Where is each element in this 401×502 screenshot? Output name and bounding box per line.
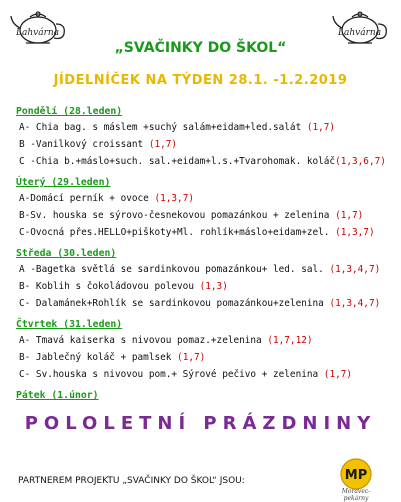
allergen-codes: (1,7) <box>148 139 178 150</box>
menu-item-text: C- Dalamánek+Rohlík se sardinkovou pomazánkou+zelenina <box>19 298 330 309</box>
menu-item-text: A- Tmavá kaiserka s nivovou pomaz.+zelenina <box>19 335 268 346</box>
menu-week-heading: JÍDELNÍČEK NA TÝDEN 28.1. -1.2.2019 <box>53 73 348 88</box>
menu-item <box>16 136 396 153</box>
allergen-codes: (1,3,7) <box>335 227 375 238</box>
logo-wordmark: Lahvárna <box>16 28 60 38</box>
menu-item <box>16 332 396 349</box>
page-title: „SVAČINKY DO ŠKOL“ <box>114 40 287 56</box>
menu-item <box>16 207 396 224</box>
day-heading-thursday: Čtvrtek (31.leden) <box>16 319 123 330</box>
day-heading-tuesday: Úterý (29.leden) <box>16 177 111 188</box>
allergen-codes: (1,7) <box>323 369 353 380</box>
menu-item-text: B -Vanilkový croissant <box>19 139 149 150</box>
day-heading-monday: Pondělí (28.leden) <box>16 106 123 117</box>
menu-item <box>16 278 396 295</box>
menu-item-text: A -Bagetka světlá se sardinkovou pomazánkou+ led. sal. <box>19 264 330 275</box>
holiday-banner: POLOLETNÍ PRÁZDNINY <box>24 413 377 434</box>
day-heading-friday: Pátek (1.únor) <box>16 390 99 401</box>
logo-wordmark: Lahvárna <box>338 28 382 38</box>
partner-line: PARTNEREM PROJEKTU „SVAČINKY DO ŠKOL“ JSOU: <box>18 476 245 486</box>
day-heading-wednesday: Středa (30.leden) <box>16 248 117 259</box>
menu-item-text: B- Jablečný koláč + pamlsek <box>19 352 178 363</box>
menu-item <box>16 153 396 170</box>
allergen-codes: (1,7,12) <box>267 335 313 346</box>
menu-item <box>16 190 396 207</box>
menu-item <box>16 224 396 241</box>
logo-letters: MP <box>344 468 368 483</box>
weekly-menu <box>16 104 396 403</box>
menu-item-text: A-Domácí perník + ovoce <box>19 193 155 204</box>
partner-logo-caption: Moravec-pekárny <box>341 488 371 502</box>
menu-item-text: C -Chia b.+máslo+such. sal.+eidam+l.s.+Tvarohomak. koláč <box>19 156 336 167</box>
allergen-codes: (1,3,7) <box>154 193 194 204</box>
menu-item-text: A- Chia bag. s máslem +suchý salám+eidam+led.salát <box>19 122 307 133</box>
menu-item <box>16 261 396 278</box>
allergen-codes: (1,3,4,7) <box>329 298 381 309</box>
menu-item-text: B- Koblih s čokoládovou polevou <box>19 281 200 292</box>
menu-item-text: B-Sv. houska se sýrovo-česnekovou pomazánkou + zelenina <box>19 210 336 221</box>
menu-item <box>16 119 396 136</box>
allergen-codes: (1,7) <box>335 210 364 221</box>
allergen-codes: (1,3) <box>199 281 228 292</box>
menu-item <box>16 349 396 366</box>
menu-item-text: C- Sv.houska s nivovou pom.+ Sýrové pečivo + zelenina <box>19 369 324 380</box>
allergen-codes: (1,3,4,7) <box>329 264 381 275</box>
allergen-codes: (1,7) <box>177 352 206 363</box>
menu-item <box>16 295 396 312</box>
menu-item-text: C-Ovocná přes.HELLO+piškoty+Ml. rohlík+máslo+eidam+zel. <box>19 227 336 238</box>
allergen-codes: (1,7) <box>306 122 336 133</box>
menu-item <box>16 366 396 383</box>
allergen-codes: (1,3,6,7) <box>335 156 386 167</box>
